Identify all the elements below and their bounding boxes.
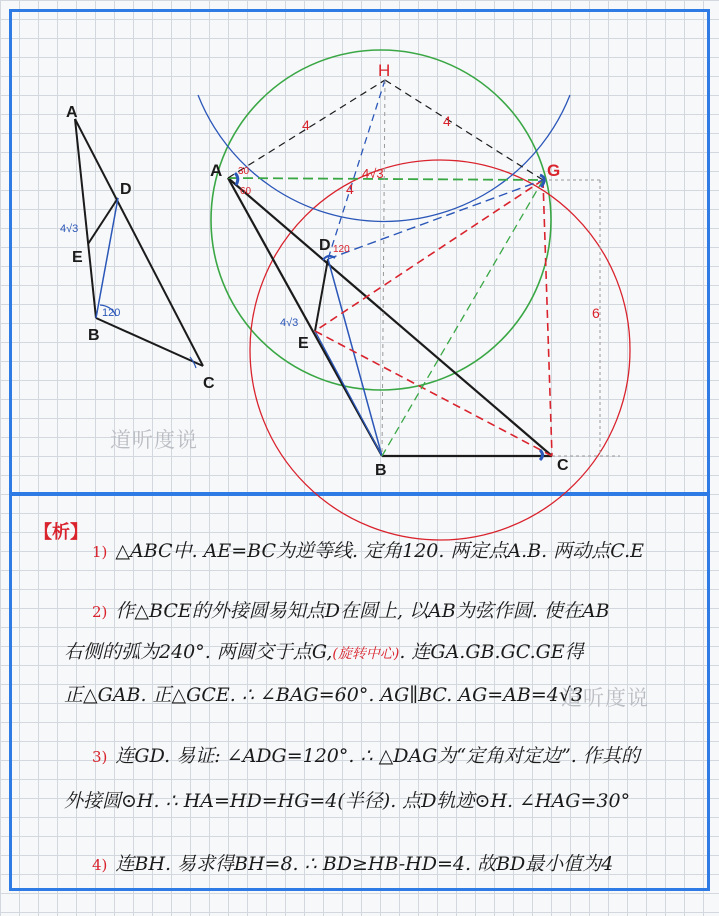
angle-b-small: 120 bbox=[102, 307, 121, 319]
step-text-7: 连BH. 易求得BH=8. ∴ BD≥HB-HD=4. 故BD最小值为4 bbox=[115, 853, 614, 875]
length-ae-small: 4√3 bbox=[60, 223, 79, 235]
segment-ec bbox=[315, 331, 552, 456]
segment-eb bbox=[315, 331, 382, 456]
length-hd: 4 bbox=[346, 181, 354, 197]
label-a: A bbox=[210, 161, 223, 180]
step-text-1: △ABC中. AE=BC为逆等线. 定角120. 两定点A.B. 两动点C.E bbox=[115, 540, 645, 562]
watermark-bottom: 道听度说 bbox=[561, 686, 649, 710]
angle-d-120: 120 bbox=[333, 244, 350, 255]
label-a-small: A bbox=[66, 104, 78, 121]
label-g: G bbox=[547, 161, 561, 180]
analysis-tag: 【析】 bbox=[34, 522, 88, 543]
segment-ge bbox=[315, 180, 543, 331]
segment-ab-small bbox=[75, 119, 96, 318]
analysis-line-2 bbox=[92, 596, 610, 623]
analysis-line-6 bbox=[64, 786, 630, 813]
step-number-2: 2) bbox=[92, 603, 108, 621]
angle-a-60: 60 bbox=[240, 186, 252, 197]
label-b-small: B bbox=[88, 327, 100, 344]
label-c: C bbox=[557, 457, 569, 474]
segment-hg bbox=[385, 80, 543, 180]
segment-bd bbox=[328, 259, 382, 456]
step-text-6: 外接圆⊙H. ∴ HA=HD=HG=4(半径). 点D轨迹⊙H. ∠HAG=30° bbox=[64, 790, 631, 812]
length-ah: 4 bbox=[302, 117, 310, 133]
step-number-4: 4) bbox=[92, 856, 108, 874]
segment-hb bbox=[382, 80, 385, 456]
step-text-3: 右侧的弧为240°. 两圆交于点G, bbox=[64, 641, 333, 663]
label-e-small: E bbox=[72, 249, 83, 266]
label-d-small: D bbox=[120, 181, 132, 198]
rotation-center-note: (旋转中心) bbox=[332, 646, 400, 662]
step-number-3: 3) bbox=[92, 748, 108, 766]
length-ae: 4√3 bbox=[280, 317, 299, 329]
label-e: E bbox=[298, 335, 309, 352]
analysis-line-4 bbox=[64, 680, 583, 707]
segment-dg bbox=[328, 180, 543, 259]
segment-ag bbox=[228, 178, 543, 180]
length-ag: 4√3 bbox=[362, 166, 384, 181]
step-text-2: 作△BCE的外接圆易知点D在圆上, 以AB为弦作圆. 使在AB bbox=[115, 600, 610, 622]
angle-a-30: 30 bbox=[238, 166, 250, 177]
analysis-line-5 bbox=[92, 741, 640, 768]
length-gc: 6 bbox=[592, 305, 600, 321]
step-text-4: 正△GAB. 正△GCE. ∴ ∠BAG=60°. AG∥BC. AG=AB=4√3 bbox=[64, 684, 584, 706]
segment-gb bbox=[382, 180, 543, 456]
segment-ed bbox=[315, 259, 328, 331]
label-h: H bbox=[378, 61, 391, 80]
step-text-3b: . 连GA.GB.GC.GE得 bbox=[399, 641, 584, 663]
watermark-top: 道听度说 bbox=[110, 428, 198, 452]
length-hg: 4 bbox=[443, 113, 451, 129]
label-d: D bbox=[319, 237, 331, 254]
step-text-5: 连GD. 易证: ∠ADG=120°. ∴ △DAG为“定角对定边”. 作其的 bbox=[115, 745, 640, 767]
label-b: B bbox=[375, 462, 387, 479]
analysis-tag-text: 析 bbox=[52, 522, 70, 543]
label-c-small: C bbox=[203, 375, 215, 392]
analysis-line-1 bbox=[92, 536, 644, 563]
segment-ac bbox=[228, 178, 552, 456]
analysis-line-7 bbox=[92, 849, 613, 876]
step-number-1: 1) bbox=[92, 543, 108, 561]
segment-bc-small bbox=[96, 318, 203, 366]
circle-abg-green bbox=[211, 50, 551, 390]
analysis-line-3 bbox=[64, 637, 584, 664]
